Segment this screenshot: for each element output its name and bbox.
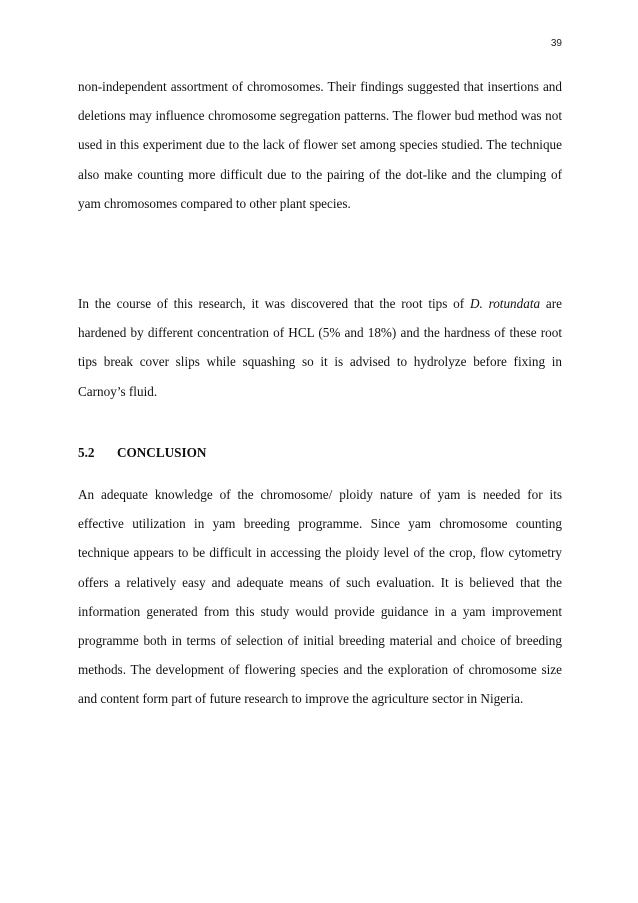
paragraph-discussion-flower-bud: non-independent assortment of chromosomes. Their findings suggested that insertions and deletions may influence chromosome segregation patterns. The flower bud method was not used in this experiment due to the lack of flower set among species studied. The technique also make counting more difficult due to the pairing of the dot-like and the clumping of yam chromosomes compared to other plant species. [78, 79, 562, 211]
paragraph-text-segment: In the course of this research, it was discovered that the root tips of [78, 296, 470, 311]
section-heading [78, 438, 206, 467]
section-title: CONCLUSION [117, 445, 207, 460]
paragraph-text-segment: are hardened by different concentration of HCL (5% and 18%) and the hardness of these root tips break cover slips while squashing so it is advised to hydrolyze before fixing in Carnoy’s fluid. [78, 296, 562, 399]
paragraph-conclusion: An adequate knowledge of the chromosome/ ploidy nature of yam is needed for its effective utilization in yam breeding programme. Since yam chromosome counting technique appears to be difficult in accessing the ploidy level of the crop, flow cytometry offers a relatively easy and adequate means of such evaluation. It is believed that the information generated from this study would provide guidance in a yam improvement programme both in terms of selection of initial breeding material and choice of breeding methods. The development of flowering species and the exploration of chromosome size and content form part of future research to improve the agriculture sector in Nigeria. [78, 487, 562, 707]
section-number: 5.2 [78, 445, 95, 460]
page-number: 39 [550, 38, 562, 49]
paragraph-discussion-root-tips [78, 289, 562, 406]
species-name-italic: D. rotundata [469, 296, 541, 311]
